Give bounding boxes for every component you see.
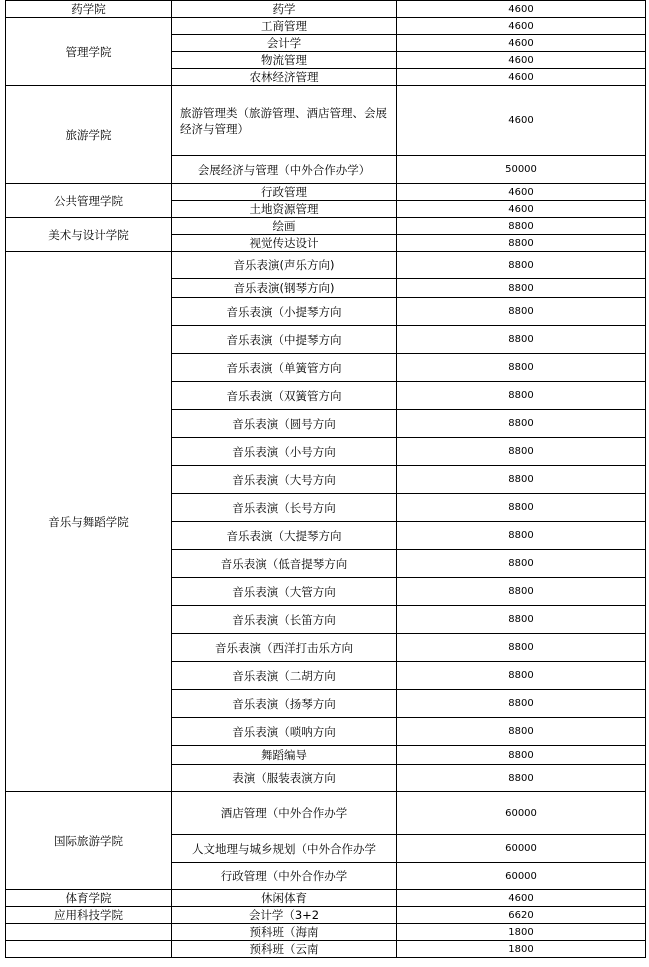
table-row: [6, 924, 646, 941]
table-row: [6, 18, 646, 35]
fee-cell: 60000: [397, 863, 646, 890]
major-cell: 音乐表演（大管方向: [172, 578, 397, 606]
major-cell: 音乐表演(声乐方向): [172, 252, 397, 279]
major-cell: 土地资源管理: [172, 201, 397, 218]
major-cell: 舞蹈编导: [172, 746, 397, 765]
major-cell: 音乐表演（扬琴方向: [172, 690, 397, 718]
major-cell: 音乐表演（双簧管方向: [172, 382, 397, 410]
fee-cell: 4600: [397, 184, 646, 201]
fee-cell: 4600: [397, 201, 646, 218]
major-cell: 音乐表演(钢琴方向): [172, 279, 397, 298]
table-row: [6, 941, 646, 958]
major-cell: 音乐表演（唢呐方向: [172, 718, 397, 746]
fee-cell: 4600: [397, 18, 646, 35]
major-cell: 预科班（云南: [172, 941, 397, 958]
fee-cell: 8800: [397, 410, 646, 438]
fee-cell: 50000: [397, 156, 646, 184]
table-row: [6, 252, 646, 279]
fee-cell: 1800: [397, 924, 646, 941]
fee-cell: 8800: [397, 354, 646, 382]
college-cell: 旅游学院: [6, 86, 172, 184]
table-row: [6, 218, 646, 235]
fee-cell: 8800: [397, 550, 646, 578]
major-cell: 音乐表演（中提琴方向: [172, 326, 397, 354]
table-row: [6, 792, 646, 835]
college-cell: 管理学院: [6, 18, 172, 86]
table-row: [6, 184, 646, 201]
major-cell: 酒店管理（中外合作办学: [172, 792, 397, 835]
fee-cell: 8800: [397, 746, 646, 765]
college-cell: [6, 941, 172, 958]
tuition-table: [5, 0, 646, 958]
fee-cell: 8800: [397, 279, 646, 298]
major-cell: 音乐表演（低音提琴方向: [172, 550, 397, 578]
major-cell: 休闲体育: [172, 890, 397, 907]
major-cell: 音乐表演（长号方向: [172, 494, 397, 522]
fee-cell: 8800: [397, 438, 646, 466]
major-cell: 行政管理（中外合作办学: [172, 863, 397, 890]
fee-cell: 4600: [397, 69, 646, 86]
major-cell: 音乐表演（长笛方向: [172, 606, 397, 634]
fee-cell: 8800: [397, 494, 646, 522]
major-cell: 表演（服装表演方向: [172, 765, 397, 792]
fee-cell: 8800: [397, 252, 646, 279]
fee-cell: 8800: [397, 765, 646, 792]
major-cell: 工商管理: [172, 18, 397, 35]
major-cell: 音乐表演（小号方向: [172, 438, 397, 466]
college-cell: [6, 924, 172, 941]
fee-cell: 8800: [397, 522, 646, 550]
table-row: [6, 907, 646, 924]
fee-cell: 4600: [397, 52, 646, 69]
major-cell: 音乐表演（大提琴方向: [172, 522, 397, 550]
fee-cell: 8800: [397, 690, 646, 718]
fee-cell: 8800: [397, 235, 646, 252]
college-cell: 音乐与舞蹈学院: [6, 252, 172, 792]
major-cell: 会计学（3+2: [172, 907, 397, 924]
fee-cell: 4600: [397, 35, 646, 52]
fee-cell: 1800: [397, 941, 646, 958]
fee-cell: 60000: [397, 835, 646, 863]
fee-cell: 8800: [397, 634, 646, 662]
fee-cell: 8800: [397, 578, 646, 606]
college-cell: 国际旅游学院: [6, 792, 172, 890]
fee-cell: 4600: [397, 890, 646, 907]
fee-cell: 8800: [397, 326, 646, 354]
college-cell: 体育学院: [6, 890, 172, 907]
college-cell: 美术与设计学院: [6, 218, 172, 252]
college-cell: 应用科技学院: [6, 907, 172, 924]
major-cell: 药学: [172, 1, 397, 18]
college-cell: 公共管理学院: [6, 184, 172, 218]
major-cell: 旅游管理类（旅游管理、酒店管理、会展经济与管理）: [172, 86, 397, 156]
major-cell: 音乐表演（小提琴方向: [172, 298, 397, 326]
fee-cell: 6620: [397, 907, 646, 924]
major-cell: 音乐表演（西洋打击乐方向: [172, 634, 397, 662]
fee-cell: 8800: [397, 606, 646, 634]
fee-cell: 8800: [397, 662, 646, 690]
major-cell: 行政管理: [172, 184, 397, 201]
major-cell: 人文地理与城乡规划（中外合作办学: [172, 835, 397, 863]
fee-cell: 8800: [397, 298, 646, 326]
major-cell: 物流管理: [172, 52, 397, 69]
major-cell: 视觉传达设计: [172, 235, 397, 252]
major-cell: 预科班（海南: [172, 924, 397, 941]
major-cell: 音乐表演（圆号方向: [172, 410, 397, 438]
major-cell: 音乐表演（大号方向: [172, 466, 397, 494]
major-cell: 会展经济与管理（中外合作办学）: [172, 156, 397, 184]
table-row: [6, 1, 646, 18]
table-row: [6, 890, 646, 907]
major-cell: 绘画: [172, 218, 397, 235]
college-cell: 药学院: [6, 1, 172, 18]
major-cell: 农林经济管理: [172, 69, 397, 86]
fee-cell: 8800: [397, 218, 646, 235]
table-row: [6, 86, 646, 156]
fee-cell: 4600: [397, 1, 646, 18]
major-cell: 音乐表演（二胡方向: [172, 662, 397, 690]
major-cell: 音乐表演（单簧管方向: [172, 354, 397, 382]
fee-cell: 4600: [397, 86, 646, 156]
fee-cell: 8800: [397, 718, 646, 746]
major-cell: 会计学: [172, 35, 397, 52]
fee-cell: 8800: [397, 466, 646, 494]
fee-cell: 60000: [397, 792, 646, 835]
fee-cell: 8800: [397, 382, 646, 410]
